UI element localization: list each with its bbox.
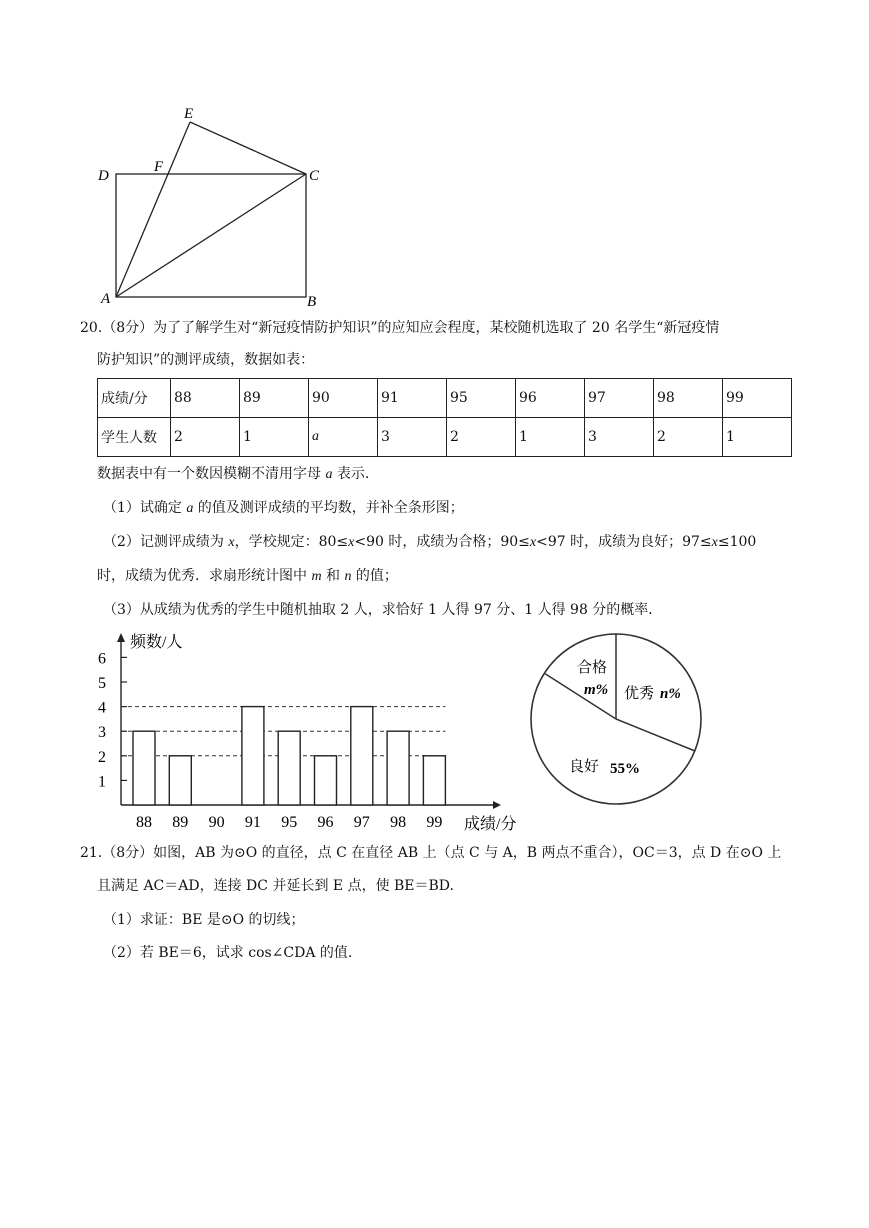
table-cell: 88 <box>171 379 240 418</box>
text-run: <97 时，成绩为良好；97≤ <box>536 534 712 550</box>
text-run: ，学校规定：80≤ <box>234 534 349 550</box>
variable-n: n <box>344 569 352 584</box>
point-label-b: B <box>307 294 317 310</box>
x-tick-label: 97 <box>353 814 370 831</box>
bar <box>423 756 445 805</box>
table-row <box>98 418 792 457</box>
table-cell: 96 <box>516 379 585 418</box>
q21-part1: （1）求证：BE 是⊙O 的切线； <box>103 912 305 928</box>
y-tick-label: 5 <box>98 675 106 692</box>
y-tick-label: 1 <box>98 773 106 791</box>
text-run: 的值及测评成绩的平均数，并补全条形图； <box>193 500 464 516</box>
point-label-e: E <box>184 106 194 122</box>
x-axis-title: 成绩/分 <box>464 816 517 833</box>
score-table <box>97 378 792 457</box>
table-cell: 3 <box>378 418 447 457</box>
table-cell: a <box>309 418 378 457</box>
text-run: ≤100 <box>717 534 757 550</box>
point-label-d: D <box>98 168 109 184</box>
bar <box>133 731 155 805</box>
variable-x: x <box>348 535 355 550</box>
table-cell: 90 <box>309 379 378 418</box>
q20-part1 <box>103 498 464 519</box>
variable-x: x <box>228 535 235 550</box>
pie-value-excellent: n% <box>660 686 681 702</box>
variable-a: a <box>325 467 333 482</box>
table-cell: 2 <box>171 418 240 457</box>
text-run: 表示. <box>332 466 370 482</box>
q20-part3: （3）从成绩为优秀的学生中随机抽取 2 人，求恰好 1 人得 97 分、1 人得 98 分的概率． <box>103 602 663 618</box>
point-label-c: C <box>309 168 320 184</box>
pie-value-pass: m% <box>584 682 609 698</box>
bar <box>169 756 191 805</box>
x-tick-label: 91 <box>244 814 261 831</box>
pie-value-good: 55% <box>610 761 640 777</box>
x-tick-label: 88 <box>136 814 152 831</box>
text-run: 时，成绩为优秀．求扇形统计图中 <box>97 568 312 584</box>
q20-header: 20.（8分）为了了解学生对“新冠疫情防护知识”的应知应会程度，某校随机选取了 20 名学生“新冠疫情 <box>80 320 720 336</box>
text-run: （1）试确定 <box>103 500 187 516</box>
q21-part2: （2）若 BE＝6，试求 cos∠CDA 的值. <box>103 945 353 961</box>
table-cell: 99 <box>723 379 792 418</box>
table-cell: 91 <box>378 379 447 418</box>
variable-m: m <box>311 569 322 584</box>
bar <box>242 707 264 805</box>
variable-a: a <box>186 501 194 516</box>
text-run: 数据表中有一个数因模糊不清用字母 <box>97 466 326 482</box>
variable-x: x <box>529 535 537 550</box>
bar-chart <box>88 628 528 833</box>
table-cell: 3 <box>585 418 654 457</box>
point-label-a: A <box>101 291 111 307</box>
x-tick-label: 89 <box>172 814 189 831</box>
y-tick-label: 6 <box>98 650 106 668</box>
q20-header-cont: 防护知识”的测评成绩，数据如表： <box>97 352 315 368</box>
text-run: <90 时，成绩为合格；90≤ <box>354 534 530 550</box>
pie-label-good: 良好 <box>569 759 600 775</box>
y-tick-label: 3 <box>98 724 106 742</box>
table-cell: 98 <box>654 379 723 418</box>
table-row <box>98 379 792 418</box>
table-row-head-count: 学生人数 <box>98 418 171 457</box>
table-row-head-score: 成绩/分 <box>98 379 171 418</box>
text-run: 和 <box>321 568 345 584</box>
q21-line1: 21.（8分）如图，AB 为⊙O 的直径，点 C 在直径 AB 上（点 C 与 A，B 两点不重合），OC＝3，点 D 在⊙O 上 <box>80 845 782 861</box>
pie-chart <box>525 628 707 810</box>
bar <box>315 756 337 805</box>
x-tick-label: 95 <box>281 814 298 831</box>
x-tick-label: 99 <box>426 814 443 831</box>
table-cell: 97 <box>585 379 654 418</box>
segment-ec <box>190 122 306 174</box>
x-tick-label: 98 <box>390 814 407 831</box>
variable-x: x <box>711 535 718 550</box>
table-cell: 2 <box>654 418 723 457</box>
y-tick-label: 2 <box>98 748 106 766</box>
q20-part2-line1 <box>103 532 756 553</box>
table-cell: 89 <box>240 379 309 418</box>
bar <box>278 731 300 805</box>
pie-label-pass: 合格 <box>577 660 608 676</box>
bar <box>387 731 409 805</box>
y-tick-label: 4 <box>98 699 106 717</box>
bar <box>351 707 373 805</box>
pie-label-excellent: 优秀 <box>624 686 655 702</box>
q20-part2-line2 <box>97 566 398 587</box>
table-cell: 1 <box>240 418 309 457</box>
segment-ae <box>116 122 190 297</box>
table-cell: 2 <box>447 418 516 457</box>
q21-line2: 且满足 AC＝AD，连接 DC 并延长到 E 点，使 BE＝BD. <box>97 878 454 894</box>
table-cell: 1 <box>723 418 792 457</box>
point-label-f: F <box>154 159 164 175</box>
segment-ac <box>116 174 306 297</box>
q20-note <box>97 464 369 485</box>
y-axis-title: 频数/人 <box>130 634 183 651</box>
y-axis-arrow <box>117 633 125 642</box>
text-run: 的值； <box>351 568 398 584</box>
x-axis-arrow <box>493 801 501 809</box>
table-cell: 95 <box>447 379 516 418</box>
x-tick-label: 90 <box>208 814 225 831</box>
x-tick-label: 96 <box>317 814 334 831</box>
geometry-figure <box>90 100 330 310</box>
text-run: （2）记测评成绩为 <box>103 534 229 550</box>
table-cell: 1 <box>516 418 585 457</box>
